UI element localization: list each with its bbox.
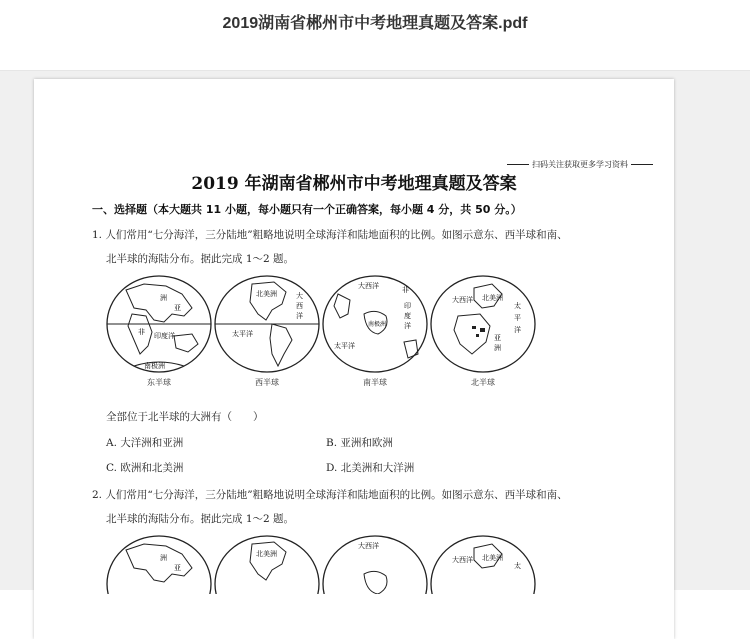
south-hemisphere-map	[320, 534, 430, 594]
map-label: 大西洋	[452, 556, 473, 564]
q1-line-1: 1. 人们常用“七分海洋，三分陆地”粗略地说明全球海洋和陆地面积的比例。如图示意东、西半球和南、	[92, 229, 568, 241]
watermark-label: 扫码关注获取更多学习资料	[532, 160, 628, 169]
north-hemisphere-map	[428, 534, 538, 594]
map-label: 大西洋	[452, 296, 473, 304]
q1-option-b: B. 亚洲和欧洲	[326, 437, 393, 449]
map-label: 非	[138, 328, 145, 336]
west-hemisphere-map	[212, 274, 322, 379]
map-label: 太平洋	[334, 342, 355, 350]
globe-label-north: 北半球	[471, 378, 495, 387]
map-label: 北美洲	[482, 554, 503, 562]
watermark-dash-left	[507, 164, 529, 165]
globe-label-south: 南半球	[363, 378, 387, 387]
map-label: 非	[402, 286, 409, 294]
q1-option-c: C. 欧洲和北美洲	[106, 462, 184, 474]
q1-globe-figure	[104, 274, 544, 394]
map-label: 亚	[174, 564, 181, 572]
watermark-dash-right	[631, 164, 653, 165]
map-label: 西	[296, 302, 303, 310]
map-label: 大西洋	[358, 542, 379, 550]
section-heading: 一、选择题（本大题共 11 小题，每小题只有一个正确答案，每小题 4 分，共 50 分。）	[92, 203, 522, 216]
q2-line-1: 2. 人们常用“七分海洋，三分陆地”粗略地说明全球海洋和陆地面积的比例。如图示意东、西半球和南、	[92, 489, 568, 501]
globe-label-west: 西半球	[255, 378, 279, 387]
q2-globe-figure	[104, 534, 544, 594]
paper-title: 2019 年湖南省郴州市中考地理真题及答案	[191, 174, 517, 194]
viewer-header	[0, 0, 750, 71]
east-hemisphere-map	[104, 534, 214, 594]
map-label: 南极洲	[368, 321, 387, 328]
west-hemisphere-map	[212, 534, 322, 594]
map-label: 洲	[160, 294, 167, 302]
map-label: 北美洲	[256, 550, 277, 558]
map-label: 太	[514, 562, 521, 570]
map-label: 亚	[174, 304, 181, 312]
map-label: 平	[514, 314, 521, 322]
map-label: 印度洋	[154, 332, 175, 340]
q1-line-2: 北半球的海陆分布。据此完成 1～2 题。	[106, 253, 295, 265]
map-label: 洋	[404, 322, 411, 330]
q1-stem: 全部位于北半球的大洲有（ ）	[106, 411, 264, 423]
map-label: 度	[404, 312, 411, 320]
map-label: 大西洋	[358, 282, 379, 290]
q2-line-2: 北半球的海陆分布。据此完成 1～2 题。	[106, 513, 295, 525]
map-label: 洲	[494, 344, 501, 352]
pdf-page	[34, 79, 674, 639]
map-label: 北美洲	[482, 294, 503, 302]
map-label: 印	[404, 302, 411, 310]
map-label: 北美洲	[256, 290, 277, 298]
map-label: 洲	[160, 554, 167, 562]
east-hemisphere-map	[104, 274, 214, 379]
map-label: 太	[514, 302, 521, 310]
q1-option-d: D. 北美洲和大洋洲	[326, 462, 415, 474]
document-viewer[interactable]	[0, 71, 750, 590]
north-hemisphere-map	[428, 274, 538, 379]
document-filename: 2019湖南省郴州市中考地理真题及答案.pdf	[222, 15, 528, 32]
south-hemisphere-map	[320, 274, 430, 379]
q1-option-a: A. 大洋洲和亚洲	[106, 437, 184, 449]
map-label: 洋	[296, 312, 303, 320]
map-label: 南极洲	[144, 362, 165, 370]
map-label: 洋	[514, 326, 521, 334]
map-label: 大	[296, 292, 303, 300]
map-label: 太平洋	[232, 330, 253, 338]
map-label: 亚	[494, 334, 501, 342]
globe-label-east: 东半球	[147, 378, 171, 387]
